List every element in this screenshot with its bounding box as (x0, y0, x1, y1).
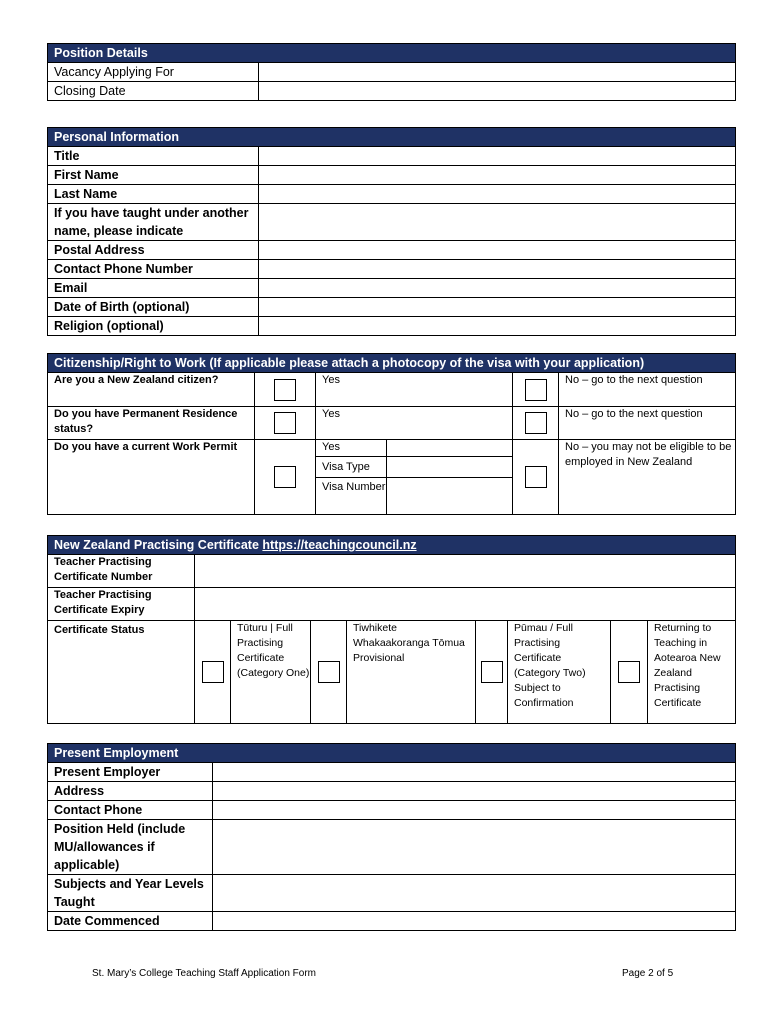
present-employment-table (47, 743, 736, 931)
citizenship-table (47, 353, 736, 515)
email-input[interactable] (259, 279, 736, 298)
title-input[interactable] (259, 147, 736, 166)
visa-number-input[interactable] (386, 478, 512, 515)
permit-no-checkbox[interactable] (525, 466, 547, 488)
visa-subtable (316, 440, 512, 514)
closing-date-input[interactable] (259, 82, 736, 101)
field-label: Email (48, 279, 259, 298)
last-name-input[interactable] (259, 185, 736, 204)
field-label: Postal Address (48, 241, 259, 260)
status-option-1-checkbox[interactable] (202, 661, 224, 683)
field-label: Teacher Practising Certificate Expiry (48, 588, 195, 621)
present-employment-header: Present Employment (48, 744, 736, 763)
field-label: Last Name (48, 185, 259, 204)
field-label: Date of Birth (optional) (48, 298, 259, 317)
field-label: Contact Phone Number (48, 260, 259, 279)
citizen-question: Are you a New Zealand citizen? (48, 373, 255, 407)
field-label: Position Held (include MU/allowances if applicable) (48, 820, 213, 875)
status-option-4-label: Returning to Teaching in Aotearoa New Zealand Practising Certificate (648, 621, 736, 724)
personal-information-header: Personal Information (48, 128, 736, 147)
visa-type-input[interactable] (386, 457, 512, 478)
present-employer-input[interactable] (213, 763, 736, 782)
no-label: No – go to the next question (559, 407, 736, 440)
employer-address-input[interactable] (213, 782, 736, 801)
field-label: Subjects and Year Levels Taught (48, 875, 213, 912)
other-name-input[interactable] (259, 204, 736, 241)
subjects-input[interactable] (213, 875, 736, 912)
vacancy-input[interactable] (259, 63, 736, 82)
no-label: No – go to the next question (559, 373, 736, 407)
status-option-2-label: Tiwhikete Whakaakoranga Tōmua Provisional (347, 621, 476, 724)
certificate-expiry-input[interactable] (195, 588, 736, 621)
teaching-council-link[interactable]: https://teachingcouncil.nz (262, 538, 417, 552)
postal-address-input[interactable] (259, 241, 736, 260)
yes-label: Yes (316, 440, 386, 457)
practising-certificate-table (47, 535, 736, 724)
field-label: First Name (48, 166, 259, 185)
footer-page-number: Page 2 of 5 (622, 968, 674, 979)
no-label: No – you may not be eligible to be employed in New Zealand (559, 440, 736, 515)
field-label: Vacancy Applying For (48, 63, 259, 82)
date-commenced-input[interactable] (213, 912, 736, 931)
first-name-input[interactable] (259, 166, 736, 185)
status-option-1-label: Tūturu | Full Practising Certificate (Category One) (231, 621, 311, 724)
field-label: Address (48, 782, 213, 801)
employer-phone-input[interactable] (213, 801, 736, 820)
field-label: Title (48, 147, 259, 166)
yes-label: Yes (316, 373, 513, 407)
field-label: Teacher Practising Certificate Number (48, 555, 195, 588)
position-held-input[interactable] (213, 820, 736, 875)
personal-information-table (47, 127, 736, 336)
field-label: Present Employer (48, 763, 213, 782)
field-label: Closing Date (48, 82, 259, 101)
status-option-4-checkbox[interactable] (618, 661, 640, 683)
certificate-status-label: Certificate Status (48, 621, 195, 724)
visa-number-label: Visa Number (316, 478, 386, 515)
citizenship-header: Citizenship/Right to Work (If applicable please attach a photocopy of the visa with your application) (48, 354, 736, 373)
field-label: Religion (optional) (48, 317, 259, 336)
status-option-3-label: Pūmau / Full Practising Certificate (Category Two) Subject to Confirmation (508, 621, 611, 724)
citizen-yes-checkbox[interactable] (274, 379, 296, 401)
footer-form-title: St. Mary’s College Teaching Staff Application Form (92, 968, 317, 979)
work-permit-question: Do you have a current Work Permit (48, 440, 255, 515)
position-details-header: Position Details (48, 44, 736, 63)
visa-type-label: Visa Type (316, 457, 386, 478)
phone-input[interactable] (259, 260, 736, 279)
status-option-3-checkbox[interactable] (481, 661, 503, 683)
residence-no-checkbox[interactable] (525, 412, 547, 434)
certificate-header: New Zealand Practising Certificate (54, 538, 263, 552)
status-option-2-checkbox[interactable] (318, 661, 340, 683)
certificate-number-input[interactable] (195, 555, 736, 588)
residence-yes-checkbox[interactable] (274, 412, 296, 434)
position-details-table (47, 43, 736, 101)
yes-label: Yes (316, 407, 513, 440)
permit-yes-checkbox[interactable] (274, 466, 296, 488)
field-label: Date Commenced (48, 912, 213, 931)
field-label: Contact Phone (48, 801, 213, 820)
citizen-no-checkbox[interactable] (525, 379, 547, 401)
residence-question: Do you have Permanent Residence status? (48, 407, 255, 440)
dob-input[interactable] (259, 298, 736, 317)
religion-input[interactable] (259, 317, 736, 336)
field-label: If you have taught under another name, please indicate (48, 204, 259, 241)
